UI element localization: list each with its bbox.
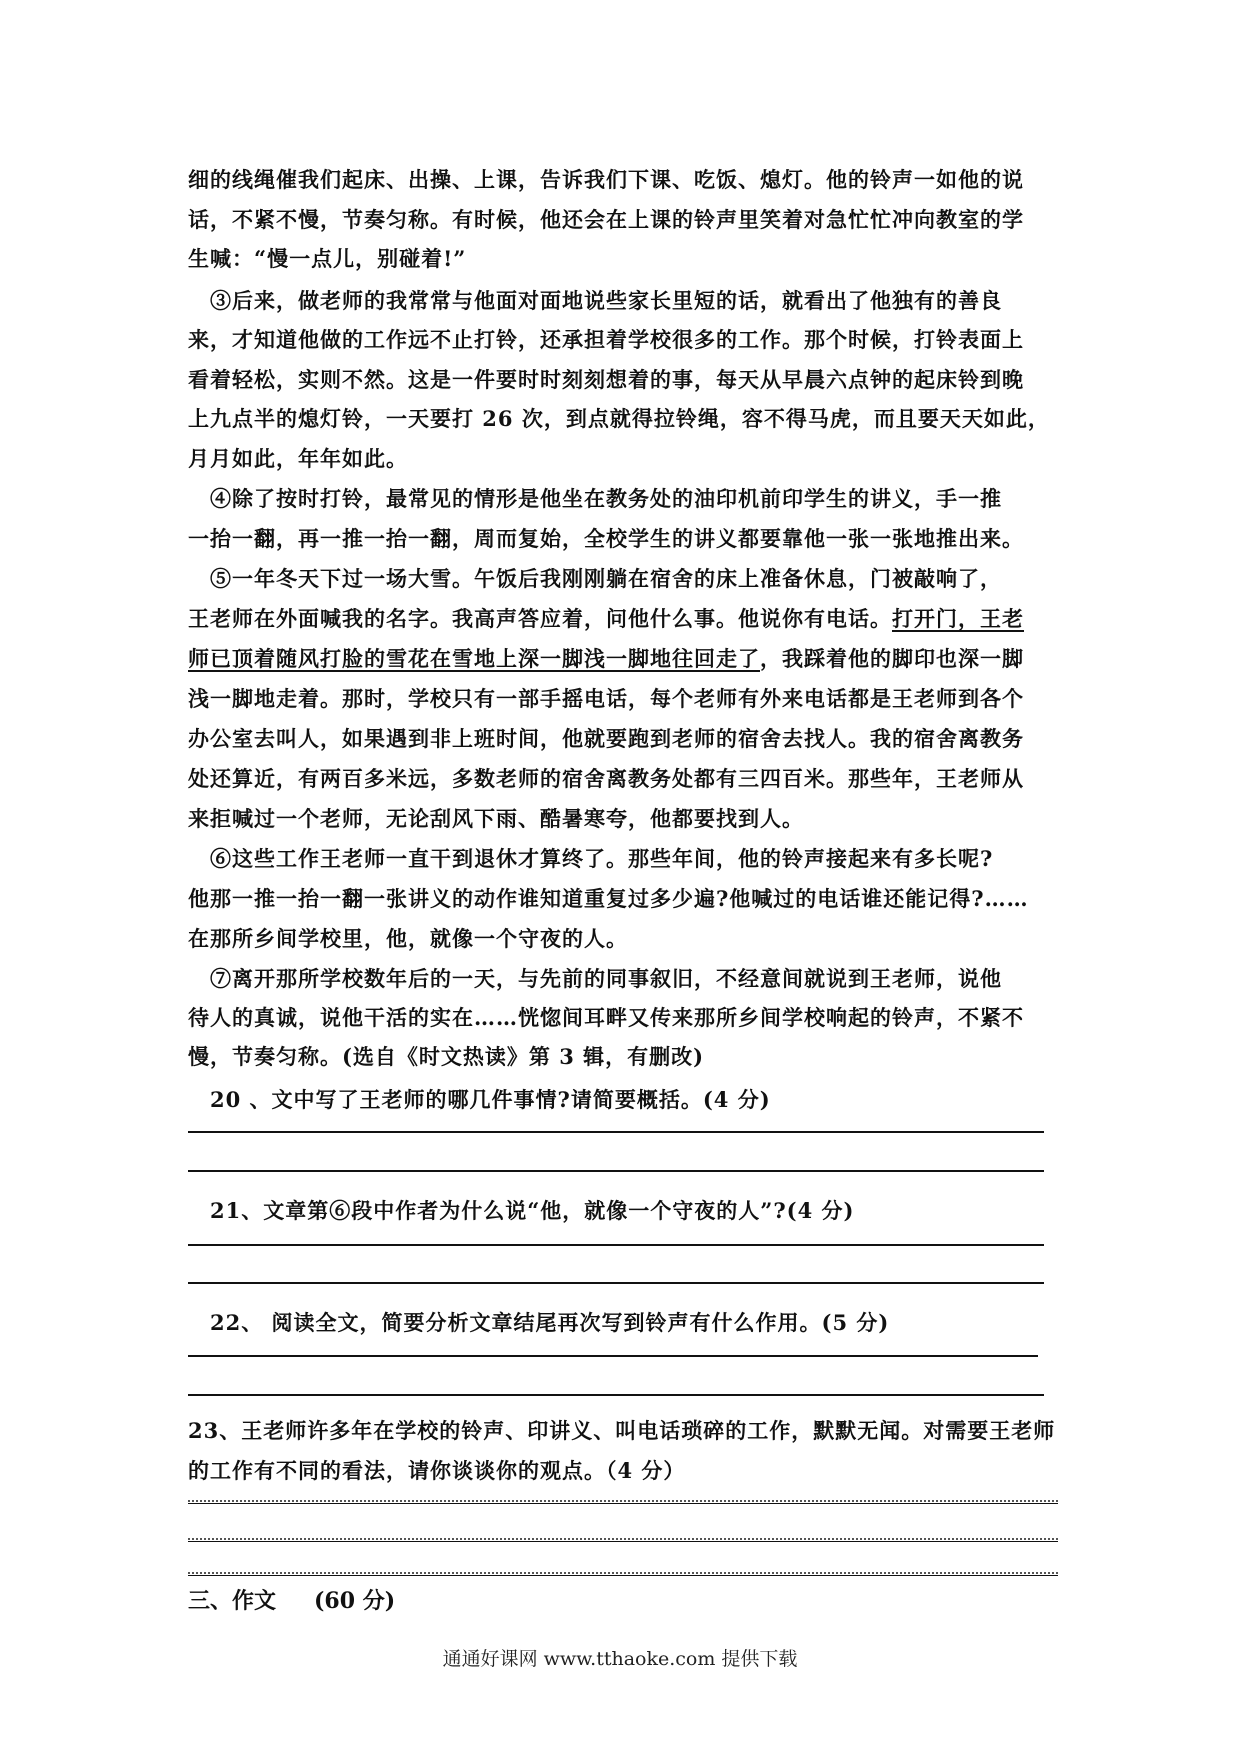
- passage-line: [188, 604, 1024, 634]
- answer-line[interactable]: [188, 1244, 1044, 1246]
- paragraph-3-start: ③后来，做老师的我常常与他面对面地说些家长里短的话，就看出了他独有的善良: [210, 288, 1002, 313]
- question-20: 20 、文中写了王老师的哪几件事情?请简要概括。(4 分): [210, 1087, 771, 1112]
- passage-line: 看着轻松，实则不然。这是一件要时时刻刻想着的事，每天从早晨六点钟的起床铃到晚: [188, 367, 1024, 392]
- passage-line: 细的线绳催我们起床、出操、上课，告诉我们下课、吃饭、熄灯。他的铃声一如他的说: [188, 167, 1024, 192]
- passage-line: 上九点半的熄灯铃，一天要打 26 次，到点就得拉铃绳，容不得马虎，而且要天天如此，: [188, 406, 1050, 431]
- section-title: 三、作文: [188, 1588, 277, 1614]
- question-21: 21、文章第⑥段中作者为什么说“他，就像一个守夜的人”?(4 分): [210, 1198, 855, 1223]
- underlined-sentence: 打开门，王老: [892, 606, 1024, 631]
- paragraph-6-start: ⑥这些工作王老师一直干到退休才算终了。那些年间，他的铃声接起来有多长呢?: [210, 846, 994, 871]
- answer-line[interactable]: [188, 1500, 1058, 1504]
- answer-line[interactable]: [188, 1282, 1044, 1284]
- underlined-sentence: 师已顶着随风打脸的雪花在雪地上深一脚浅一脚地往回走了: [188, 646, 760, 671]
- passage-line: 生喊：“慢一点儿，别碰着!”: [188, 246, 467, 271]
- passage-line: 浅一脚地走着。那时，学校只有一部手摇电话，每个老师有外来电话都是王老师到各个: [188, 686, 1024, 711]
- question-23: 23、王老师许多年在学校的铃声、印讲义、叫电话琐碎的工作，默默无闻。对需要王老师: [188, 1418, 1056, 1443]
- answer-line[interactable]: [188, 1572, 1058, 1576]
- answer-line[interactable]: [188, 1131, 1044, 1133]
- paragraph-4-start: ④除了按时打铃，最常见的情形是他坐在教务处的油印机前印学生的讲义，手一推: [210, 486, 1002, 511]
- passage-text: 王老师在外面喊我的名字。我高声答应着，问他什么事。他说你有电话。: [188, 606, 892, 631]
- passage-line: [188, 644, 1024, 674]
- paragraph-7-start: ⑦离开那所学校数年后的一天，与先前的同事叙旧，不经意间就说到王老师，说他: [210, 966, 1002, 991]
- passage-line: 话，不紧不慢，节奏匀称。有时候，他还会在上课的铃声里笑着对急忙忙冲向教室的学: [188, 207, 1024, 232]
- passage-line: 来，才知道他做的工作远不止打铃，还承担着学校很多的工作。那个时候，打铃表面上: [188, 327, 1024, 352]
- passage-line: 来拒喊过一个老师，无论刮风下雨、酷暑寒夸，他都要找到人。: [188, 806, 804, 831]
- answer-line[interactable]: [188, 1394, 1044, 1396]
- passage-text: ，我踩着他的脚印也深一脚: [760, 646, 1024, 671]
- passage-line: 一抬一翻，再一推一抬一翻，周而复始，全校学生的讲义都要靠他一张一张地推出来。: [188, 526, 1024, 551]
- answer-line[interactable]: [188, 1355, 1038, 1357]
- passage-line: 月月如此，年年如此。: [188, 446, 408, 471]
- section-score: (60 分): [314, 1588, 396, 1614]
- answer-line[interactable]: [188, 1170, 1044, 1172]
- passage-line: 在那所乡间学校里，他，就像一个守夜的人。: [188, 926, 628, 951]
- question-22: 22、 阅读全文，简要分析文章结尾再次写到铃声有什么作用。(5 分): [210, 1310, 890, 1335]
- paragraph-5-start: ⑤一年冬天下过一场大雪。午饭后我刚刚躺在宿舍的床上准备休息，门被敲响了，: [210, 566, 1002, 591]
- composition-section-heading: [188, 1584, 395, 1615]
- passage-line: 他那一推一抬一翻一张讲义的动作谁知道重复过多少遍?他喊过的电话谁还能记得?……: [188, 886, 1029, 911]
- page-footer: 通通好课网 www.tthaoke.com 提供下载: [442, 1648, 798, 1670]
- passage-line: 待人的真诚，说他干活的实在……恍惚间耳畔又传来那所乡间学校响起的铃声，不紧不: [188, 1005, 1024, 1030]
- answer-line[interactable]: [188, 1538, 1058, 1542]
- question-23-continued: 的工作有不同的看法，请你谈谈你的观点。（4 分）: [188, 1458, 686, 1483]
- passage-line: 慢，节奏匀称。(选自《时文热读》第 3 辑，有删改): [188, 1044, 705, 1069]
- passage-line: 办公室去叫人，如果遇到非上班时间，他就要跑到老师的宿舍去找人。我的宿舍离教务: [188, 726, 1024, 751]
- passage-line: 处还算近，有两百多米远，多数老师的宿舍离教务处都有三四百米。那些年，王老师从: [188, 766, 1024, 791]
